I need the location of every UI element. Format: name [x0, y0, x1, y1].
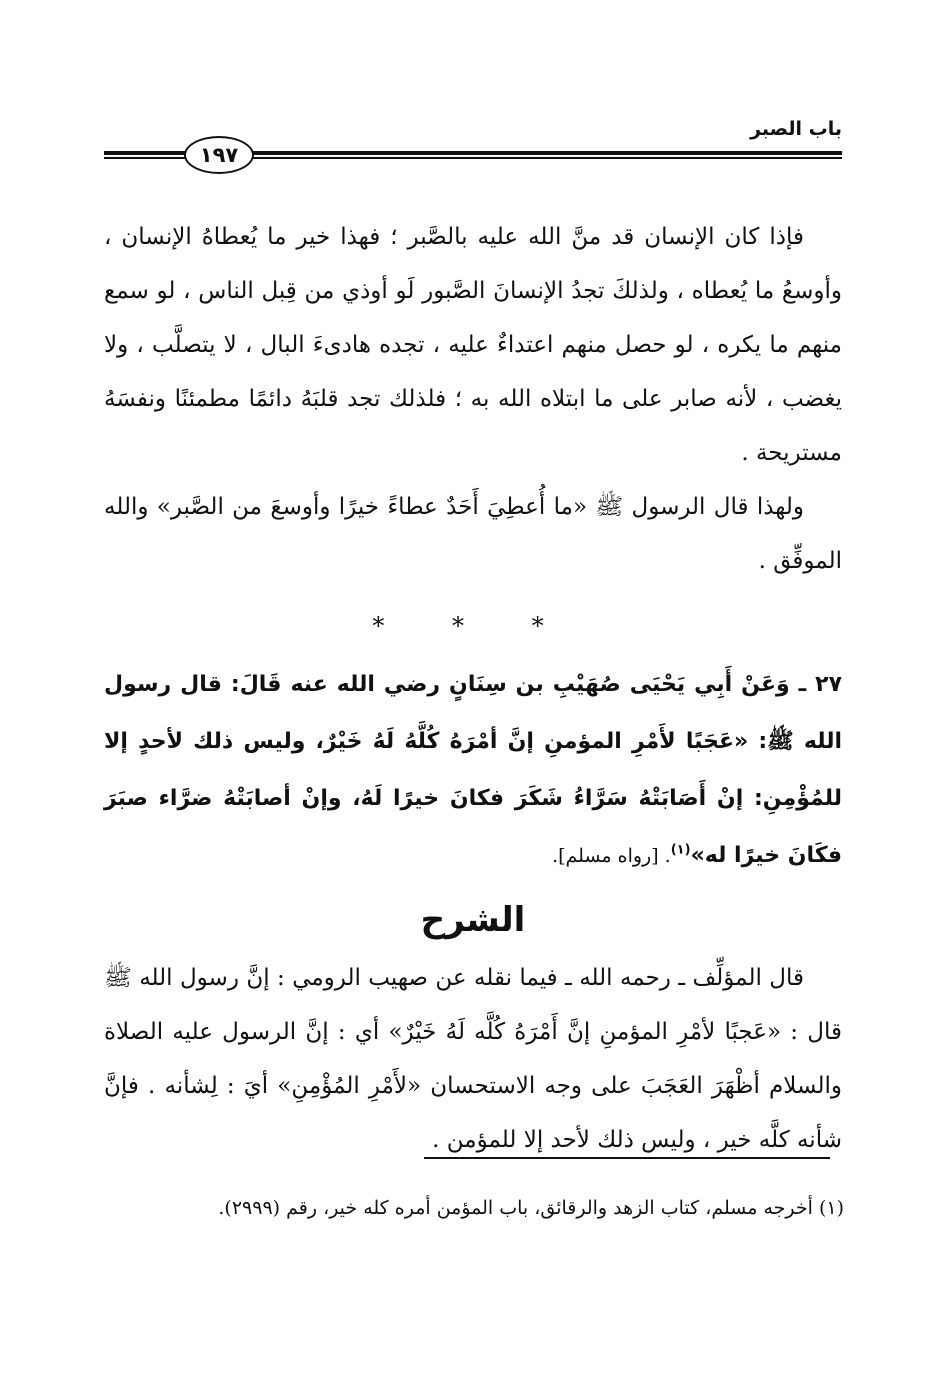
header-rule [104, 143, 842, 167]
hadith-text [104, 656, 842, 885]
page-body [104, 210, 842, 1167]
chapter-title: باب الصبر [750, 118, 842, 140]
page-header [104, 118, 842, 178]
paragraph-2: ولهذا قال الرسول ﷺ «ما أُعطِيَ أَحَدٌ عطاءً خيرًا وأوسعَ من الصَّبر» والله الموفِّق . [104, 494, 842, 574]
sharh-paragraph: قال المؤلِّف ـ رحمه الله ـ فيما نقله عن صهيب الرومي : إنَّ رسول الله ﷺ قال : «عَجبًا لأمْرِ المؤمنِ إنَّ أَمْرَهُ كُلَّه لَهُ خَيْرٌ» أي : إنَّ الرسول عليه الصلاة والسلام أظْهَرَ العَجَبَ على وجه الاستحسان «لأَمْرِ المُؤْمِنِ» أيَ : لِشأنه . فإنَّ شأنه كلَّه خير ، وليس ذلك لأحد إلا للمؤمن . [104, 965, 842, 1153]
page-number: ١٩٧ [184, 136, 254, 174]
section-separator: * * * [372, 612, 574, 640]
footnote: (١) أخرجه مسلم، كتاب الزهد والرقائق، باب المؤمن أمره كله خير، رقم (٢٩٩٩). [218, 1197, 844, 1219]
sharh-heading: الشرح [420, 900, 526, 940]
hadith-source: . [رواه مسلم]. [552, 845, 671, 867]
hadith-body: ٢٧ ـ وَعَنْ أَبِي يَحْيَى صُهَيْبِ بن سِنَانٍ رضي الله عنه قَالَ: قال رسول الله ﷺ: «عَجَبًا لأَمْرِ المؤمنِ إنَّ أمْرَهُ كُلَّهُ لَهُ خَيْرٌ، وليس ذلك لأحدٍ إلا للمُؤْمِنِ: إنْ أَصَابَتْهُ سَرَّاءُ شَكَرَ فكانَ خيرًا لَهُ، وإنْ أصابَتْهُ ضرَّاء صبَرَ فكَانَ خيرًا له» [104, 672, 842, 868]
paragraph-1: فإذا كان الإنسان قد منَّ الله عليه بالصَّبر ؛ فهذا خير ما يُعطاهُ الإنسان ، وأوسعُ ما يُعطاه ، ولذلكَ تجدُ الإنسانَ الصَّبور لَو أوذي من قِبل الناس ، لو سمع منهم ما يكره ، لو حصل منهم اعتداءٌ عليه ، تجده هادىءَ البال ، لا يتصلَّب ، ولا يغضب ، لأنه صابر على ما ابتلاه الله به ؛ فلذلك تجد قلبَهُ دائمًا مطمئنًا ونفسَهُ مستريحة . [104, 224, 842, 466]
footnote-rule [424, 1157, 830, 1159]
footnote-ref: (١) [670, 842, 691, 858]
